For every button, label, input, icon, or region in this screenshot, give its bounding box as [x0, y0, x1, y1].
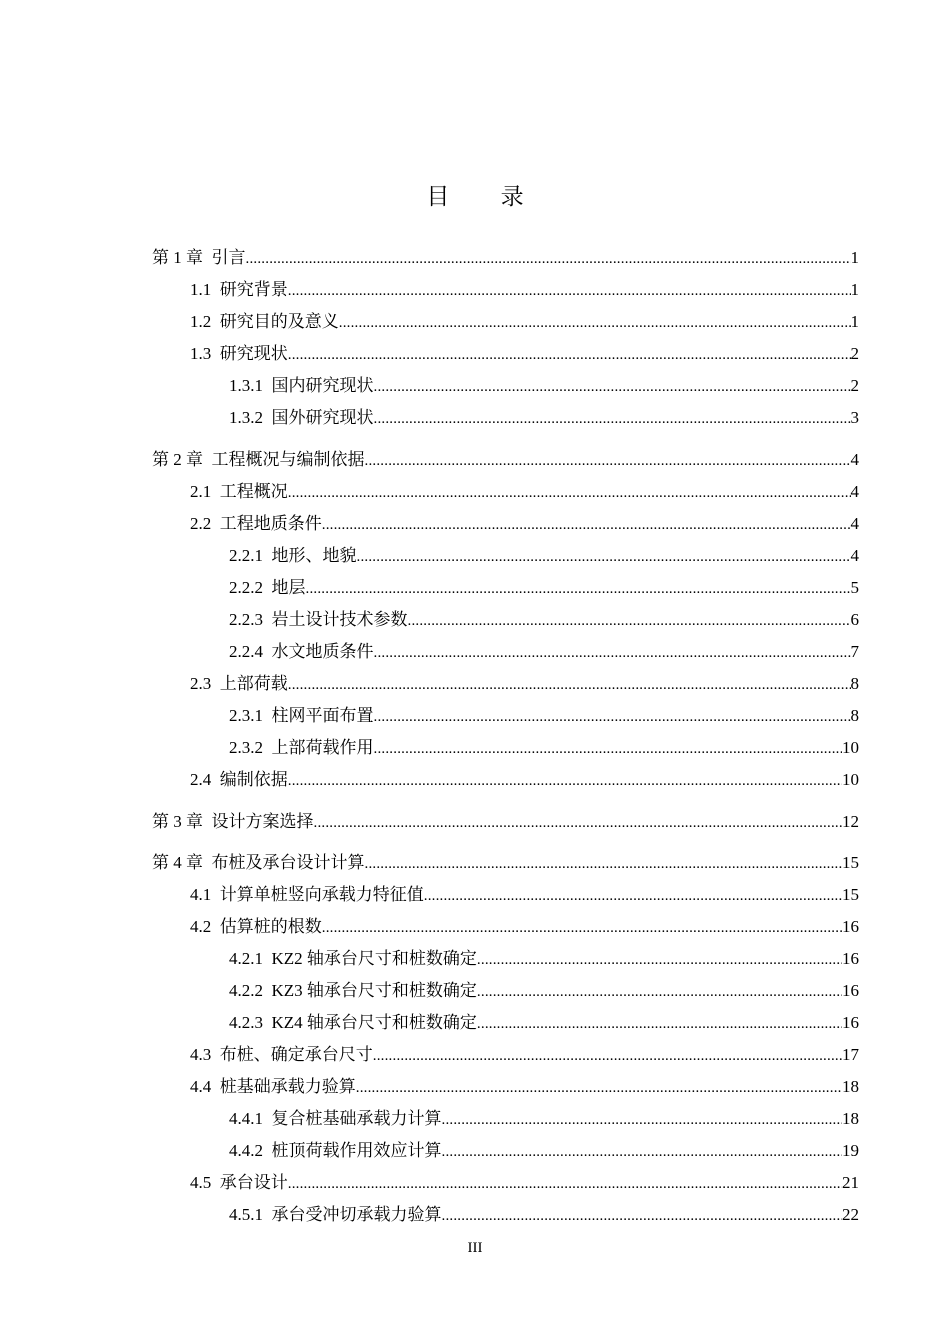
toc-subsection-entry[interactable]: [229, 975, 859, 1007]
toc-entry-page: 22: [842, 1205, 859, 1224]
toc-entry-page: 4: [850, 514, 859, 533]
toc-entry-label: 4.5.1 承台受冲切承载力验算: [229, 1205, 442, 1224]
toc-entry-label: 2.2.3 岩土设计技术参数: [229, 610, 408, 629]
toc-entry-page: 16: [842, 1013, 859, 1032]
toc-entry-page: 15: [842, 853, 859, 872]
toc-entry-page: 4: [850, 450, 859, 469]
toc-entry-label: 4.5 承台设计: [190, 1173, 288, 1192]
toc-entry-label: 4.2.3 KZ4 轴承台尺寸和桩数确定: [229, 1013, 477, 1032]
toc-entry-page: 10: [842, 770, 859, 789]
toc-entry-page: 4: [850, 546, 859, 565]
toc-entry-page: 8: [850, 674, 859, 693]
toc-entry-label: 第 2 章 工程概况与编制依据: [152, 450, 365, 469]
toc-entry-label: 2.4 编制依据: [190, 770, 288, 789]
toc-entry-page: 16: [842, 981, 859, 1000]
toc-entry-page: 16: [842, 917, 859, 936]
toc-entry-label: 2.2 工程地质条件: [190, 514, 322, 533]
toc-section-entry[interactable]: [190, 764, 859, 796]
dot-leader: [365, 848, 843, 880]
dot-leader: [339, 307, 851, 339]
toc-section-entry[interactable]: [190, 274, 859, 306]
dot-leader: [288, 275, 851, 307]
toc-subsection-entry[interactable]: [229, 1199, 859, 1231]
dot-leader: [374, 637, 851, 669]
toc-entry-label: 4.1 计算单桩竖向承载力特征值: [190, 885, 424, 904]
dot-leader: [365, 445, 851, 477]
toc-subsection-entry[interactable]: [229, 636, 859, 668]
dot-leader: [288, 1168, 842, 1200]
toc-chapter-entry[interactable]: [152, 806, 859, 838]
toc-subsection-entry[interactable]: [229, 1007, 859, 1039]
dot-leader: [322, 912, 842, 944]
toc-entry-label: 2.3.2 上部荷载作用: [229, 738, 374, 757]
toc-entry-label: 4.2 估算桩的根数: [190, 917, 322, 936]
toc-entry-label: 1.2 研究目的及意义: [190, 312, 339, 331]
toc-entry-page: 12: [842, 812, 859, 831]
dot-leader: [246, 243, 851, 275]
toc-chapter-entry[interactable]: [152, 847, 859, 879]
dot-leader: [442, 1104, 843, 1136]
dot-leader: [288, 339, 851, 371]
toc-entry-page: 8: [850, 706, 859, 725]
toc-entry-page: 17: [842, 1045, 859, 1064]
toc-subsection-entry[interactable]: [229, 604, 859, 636]
toc-entry-label: 4.4.2 桩顶荷载作用效应计算: [229, 1141, 442, 1160]
toc-entry-label: 2.1 工程概况: [190, 482, 288, 501]
toc-section-entry[interactable]: [190, 668, 859, 700]
toc-subsection-entry[interactable]: [229, 402, 859, 434]
dot-leader: [442, 1136, 843, 1168]
toc-section-entry[interactable]: [190, 476, 859, 508]
toc-subsection-entry[interactable]: [229, 1103, 859, 1135]
toc-entry-label: 1.3 研究现状: [190, 344, 288, 363]
toc-entry-page: 2: [850, 376, 859, 395]
toc-subsection-entry[interactable]: [229, 572, 859, 604]
toc-section-entry[interactable]: [190, 338, 859, 370]
dot-leader: [477, 976, 842, 1008]
toc-section-entry[interactable]: [190, 911, 859, 943]
toc-entry-page: 10: [842, 738, 859, 757]
dot-leader: [477, 1008, 842, 1040]
toc-entry-label: 1.3.2 国外研究现状: [229, 408, 374, 427]
toc-subsection-entry[interactable]: [229, 732, 859, 764]
toc-entry-page: 18: [842, 1109, 859, 1128]
dot-leader: [314, 807, 843, 839]
toc-entry-page: 1: [850, 280, 859, 299]
dot-leader: [288, 669, 851, 701]
toc-chapter-entry[interactable]: [152, 444, 859, 476]
toc-subsection-entry[interactable]: [229, 1135, 859, 1167]
toc-entry-page: 6: [850, 610, 859, 629]
toc-chapter-entry[interactable]: [152, 242, 859, 274]
toc-entry-page: 5: [850, 578, 859, 597]
toc-entry-label: 2.2.2 地层: [229, 578, 306, 597]
toc-entry-label: 4.2.2 KZ3 轴承台尺寸和桩数确定: [229, 981, 477, 1000]
dot-leader: [374, 733, 843, 765]
toc-subsection-entry[interactable]: [229, 943, 859, 975]
toc-entry-page: 1: [850, 248, 859, 267]
toc-entry-label: 4.3 布桩、确定承台尺寸: [190, 1045, 373, 1064]
toc-entry-label: 2.3.1 柱网平面布置: [229, 706, 374, 725]
toc-section-entry[interactable]: [190, 1039, 859, 1071]
toc-entry-label: 第 4 章 布桩及承台设计计算: [152, 853, 365, 872]
toc-entry-label: 1.3.1 国内研究现状: [229, 376, 374, 395]
dot-leader: [288, 477, 851, 509]
dot-leader: [408, 605, 851, 637]
dot-leader: [356, 1072, 842, 1104]
toc-entry-label: 2.2.4 水文地质条件: [229, 642, 374, 661]
toc-section-entry[interactable]: [190, 306, 859, 338]
toc-entry-page: 19: [842, 1141, 859, 1160]
dot-leader: [306, 573, 851, 605]
dot-leader: [373, 1040, 842, 1072]
dot-leader: [374, 403, 851, 435]
dot-leader: [424, 880, 842, 912]
dot-leader: [374, 371, 851, 403]
toc-entry-label: 4.4.1 复合桩基础承载力计算: [229, 1109, 442, 1128]
toc-entry-page: 7: [850, 642, 859, 661]
toc-title: 目 录: [426, 184, 546, 210]
toc-entry-page: 16: [842, 949, 859, 968]
dot-leader: [288, 765, 842, 797]
toc-subsection-entry[interactable]: [229, 540, 859, 572]
toc-entry-page: 3: [850, 408, 859, 427]
dot-leader: [357, 541, 851, 573]
dot-leader: [442, 1200, 843, 1232]
toc-section-entry[interactable]: [190, 1167, 859, 1199]
page-number: III: [467, 1240, 483, 1256]
toc-entry-label: 4.4 桩基础承载力验算: [190, 1077, 356, 1096]
toc-subsection-entry[interactable]: [229, 370, 859, 402]
toc-entry-label: 第 1 章 引言: [152, 248, 246, 267]
toc-entry-label: 2.2.1 地形、地貌: [229, 546, 357, 565]
dot-leader: [477, 944, 842, 976]
toc-entry-page: 4: [850, 482, 859, 501]
toc-subsection-entry[interactable]: [229, 700, 859, 732]
toc-entry-page: 21: [842, 1173, 859, 1192]
toc-entry-label: 2.3 上部荷载: [190, 674, 288, 693]
toc-entry-label: 1.1 研究背景: [190, 280, 288, 299]
dot-leader: [322, 509, 851, 541]
toc-entry-page: 15: [842, 885, 859, 904]
toc-entry-page: 1: [850, 312, 859, 331]
toc-entry-page: 18: [842, 1077, 859, 1096]
toc-entry-page: 2: [850, 344, 859, 363]
toc-section-entry[interactable]: [190, 508, 859, 540]
toc-section-entry[interactable]: [190, 1071, 859, 1103]
toc-section-entry[interactable]: [190, 879, 859, 911]
toc-entry-label: 第 3 章 设计方案选择: [152, 812, 314, 831]
dot-leader: [374, 701, 851, 733]
toc-entry-label: 4.2.1 KZ2 轴承台尺寸和桩数确定: [229, 949, 477, 968]
